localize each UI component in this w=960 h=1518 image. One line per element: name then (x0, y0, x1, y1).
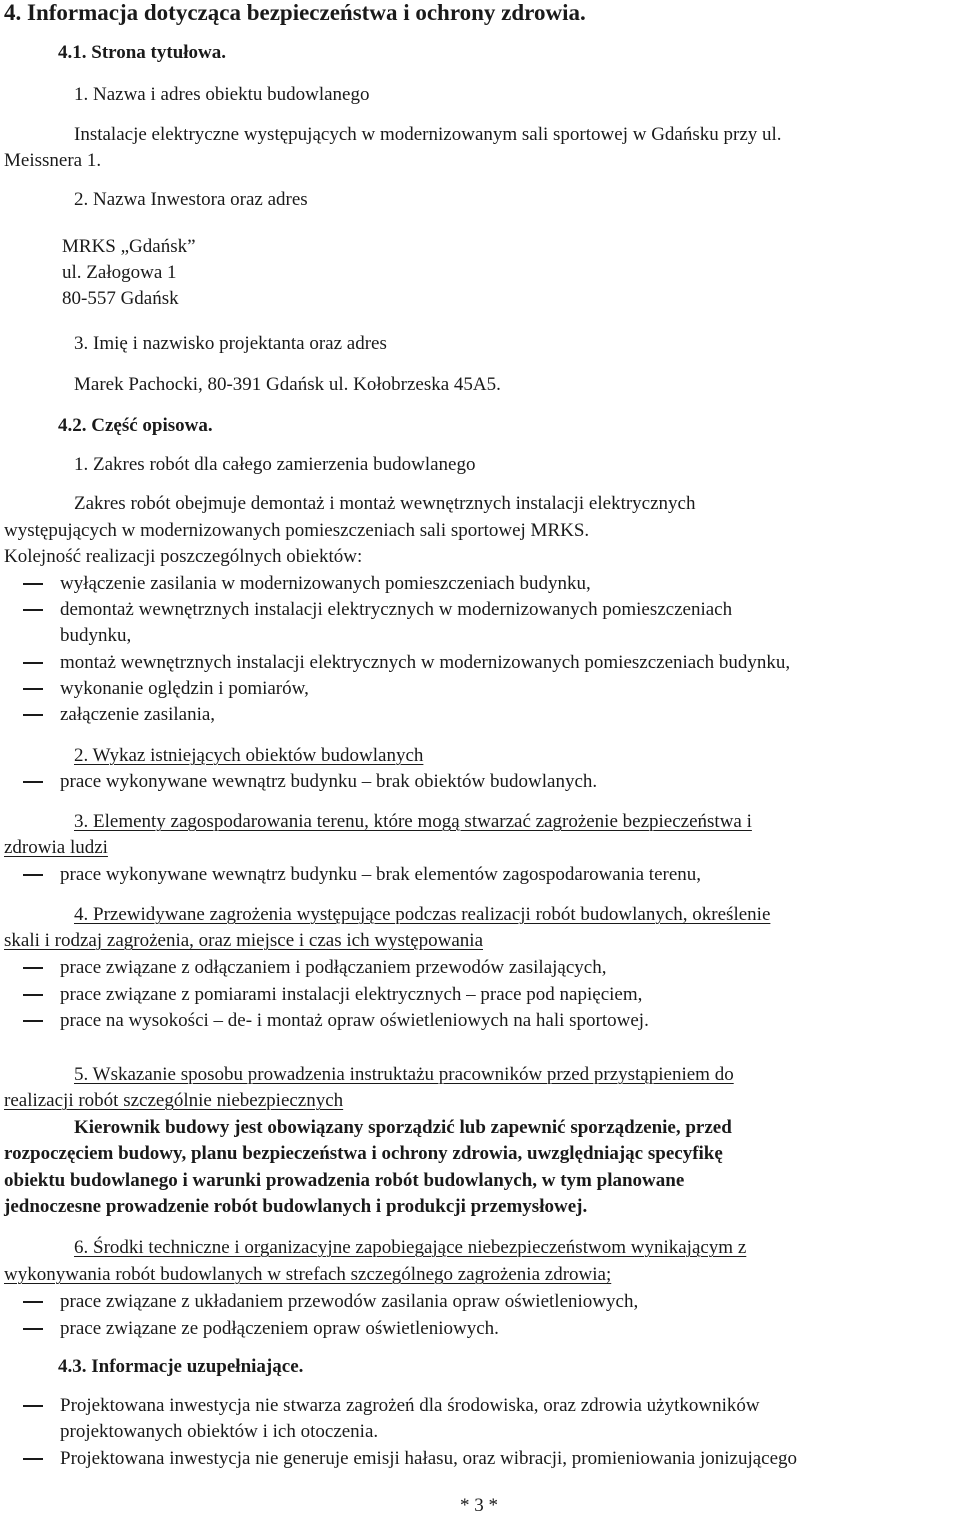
p4-title-cont: skali i rodzaj zagrożenia, oraz miejsce i czas ich występowania (4, 930, 484, 951)
p1-title: 1. Zakres robót dla całego zamierzenia budowlanego (74, 454, 476, 475)
p6-title-cont: wykonywania robót budowlanych w strefach szczególnego zagrożenia zdrowia; (4, 1264, 612, 1285)
item-1-text: Instalacje elektryczne występujących w modernizowanym sali sportowej w Gdańsku przy ul. (74, 124, 782, 145)
p3-title-cont: zdrowia ludzi (4, 837, 108, 858)
list-item: wykonanie oględzin i pomiarów, (60, 678, 309, 700)
investor-name: MRKS „Gdańsk” (62, 236, 196, 257)
p5-title-cont: realizacji robót szczególnie niebezpiecznych (4, 1090, 344, 1111)
list-item: prace wykonywane wewnątrz budynku – brak obiektów budowlanych. (60, 771, 597, 793)
section-4-3-title: 4.3. Informacje uzupełniające. (58, 1356, 304, 1377)
list-item: wyłączenie zasilania w modernizowanych pomieszczeniach budynku, (60, 573, 591, 595)
list-item: montaż wewnętrznych instalacji elektrycznych w modernizowanych pomieszczeniach budynku, (60, 652, 790, 674)
p5-bold-text-1: Kierownik budowy jest obowiązany sporządzić lub zapewnić sporządzenie, przed (74, 1117, 732, 1138)
list-item: prace związane z pomiarami instalacji elektrycznych – prace pod napięciem, (60, 984, 642, 1006)
list-item: prace związane ze podłączeniem opraw oświetleniowych. (60, 1318, 499, 1340)
p1-text-3: Kolejność realizacji poszczególnych obiektów: (4, 546, 363, 567)
list-item: prace związane z układaniem przewodów zasilania opraw oświetleniowych, (60, 1291, 638, 1313)
list-item: prace wykonywane wewnątrz budynku – brak elementów zagospodarowania terenu, (60, 864, 701, 886)
investor-city: 80-557 Gdańsk (62, 288, 179, 309)
list-item: prace na wysokości – de- i montaż opraw oświetleniowych na hali sportowej. (60, 1010, 649, 1032)
p5-title: 5. Wskazanie sposobu prowadzenia instruktażu pracowników przed przystąpieniem do (74, 1064, 734, 1085)
p5-bold-text-2: rozpoczęciem budowy, planu bezpieczeństwa i ochrony zdrowia, uwzględniając specyfikę (4, 1143, 723, 1164)
section-4-2-title: 4.2. Część opisowa. (58, 415, 213, 436)
item-1-title: 1. Nazwa i adres obiektu budowlanego (74, 84, 370, 105)
p3-title: 3. Elementy zagospodarowania terenu, które mogą stwarzać zagrożenie bezpieczeństwa i (74, 811, 752, 832)
p6-title: 6. Środki techniczne i organizacyjne zapobiegające niebezpieczeństwom wynikającym z (74, 1237, 747, 1258)
p4-title: 4. Przewidywane zagrożenia występujące podczas realizacji robót budowlanych, określenie (74, 904, 771, 925)
section-4-1-title: 4.1. Strona tytułowa. (58, 42, 227, 63)
p1-text-2: występujących w modernizowanych pomieszczeniach sali sportowej MRKS. (4, 520, 590, 541)
p1-text-1: Zakres robót obejmuje demontaż i montaż wewnętrznych instalacji elektrycznych (74, 493, 696, 514)
list-item: Projektowana inwestycja nie generuje emisji hałasu, oraz wibracji, promieniowania jonizującego (60, 1448, 797, 1470)
list-item: prace związane z odłączaniem i podłączaniem przewodów zasilających, (60, 957, 606, 979)
list-item: załączenie zasilania, (60, 704, 215, 726)
p2-title: 2. Wykaz istniejących obiektów budowlanych (74, 745, 424, 766)
p5-bold-text-3: obiektu budowlanego i warunki prowadzenia robót budowlanych, w tym planowane (4, 1170, 685, 1191)
designer-info: Marek Pachocki, 80-391 Gdańsk ul. Kołobrzeska 45A5. (74, 374, 501, 395)
investor-street: ul. Załogowa 1 (62, 262, 177, 283)
item-2-title: 2. Nazwa Inwestora oraz adres (74, 189, 308, 210)
page-number: * 3 * (460, 1495, 498, 1516)
p5-bold-text-4: jednoczesne prowadzenie robót budowlanych i produkcji przemysłowej. (4, 1196, 588, 1217)
list-item: Projektowana inwestycja nie stwarza zagrożeń dla środowiska, oraz zdrowia użytkowników (60, 1395, 760, 1417)
list-item: demontaż wewnętrznych instalacji elektrycznych w modernizowanych pomieszczeniach (60, 599, 732, 621)
list-item-cont: budynku, (60, 625, 132, 646)
item-3-title: 3. Imię i nazwisko projektanta oraz adres (74, 333, 387, 354)
main-heading: 4. Informacja dotycząca bezpieczeństwa i ochrony zdrowia. (4, 0, 586, 25)
item-1-text-cont: Meissnera 1. (4, 150, 102, 171)
list-item-cont: projektowanych obiektów i ich otoczenia. (60, 1421, 379, 1442)
